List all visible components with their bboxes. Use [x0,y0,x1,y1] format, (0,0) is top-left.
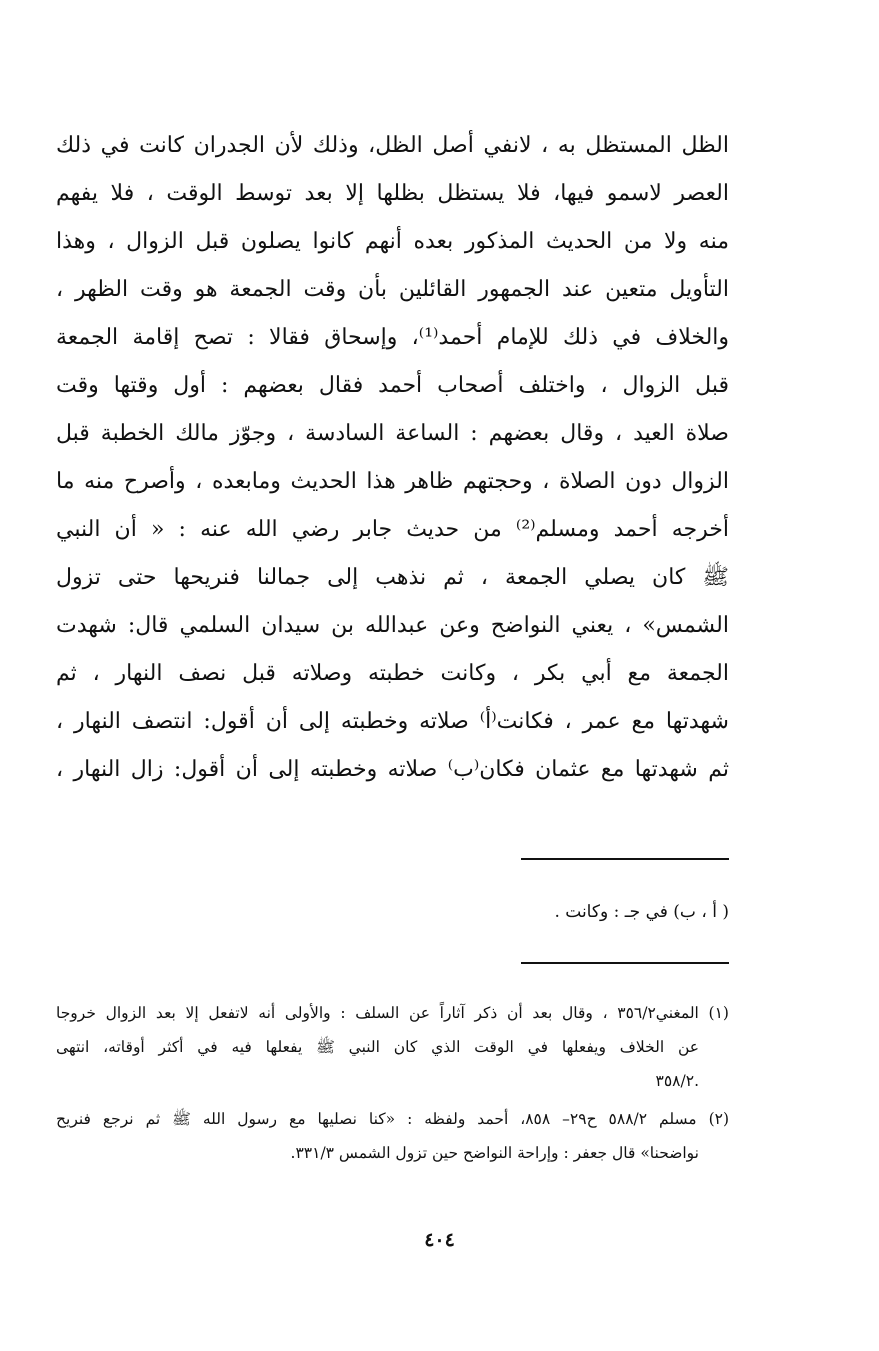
main-text-line: صلاة العيد ، وقال بعضهم : الساعة السادسة ، وجوّز مالك الخطبة قبل [56,421,729,446]
footnote-line: (١) المغني٣٥٦/٢ ، وقال بعد أن ذكر آثاراً عن السلف : والأولى أنه لاتفعل إلا بعد الزوال خروجا [56,1004,729,1022]
main-text-line: ﷺ كان يصلي الجمعة ، ثم نذهب إلى جمالنا فنريحها حتى تزول [56,565,729,590]
main-text-line: أخرجه أحمد ومسلم⁽²⁾ من حديث جابر رضي الله عنه : « أن النبي [56,517,729,542]
main-text-line: التأويل متعين عند الجمهور القائلين بأن وقت الجمعة هو وقت الظهر ، [56,277,729,302]
main-text-block [56,122,729,794]
main-text-line: العصر لاسمو فيها، فلا يستظل بظلها إلا بعد توسط الوقت ، فلا يفهم [56,181,729,206]
main-text-line: قبل الزوال ، واختلف أصحاب أحمد فقال بعضهم : أول وقتها وقت [56,373,729,398]
footnote-2 [56,1102,729,1170]
footnote-line: نواضحنا» قال جعفر : وإراحة النواضح حين تزول الشمس ٣٣١/٣. [290,1144,699,1162]
main-text-line: ثم شهدتها مع عثمان فكان⁽ب⁾ صلاته وخطبته إلى أن أقول: زال النهار ، [56,757,729,782]
main-text-line: الظل المستظل به ، لانفي أصل الظل، وذلك لأن الجدران كانت في ذلك [56,133,729,158]
page-number: ٤٠٤ [424,1229,455,1251]
variant-note: ( أ ، ب) في جـ : وكانت . [554,902,729,922]
main-text-line: الزوال دون الصلاة ، وحجتهم ظاهر هذا الحديث ومابعده ، وأصرح منه ما [56,469,729,494]
main-text-line: والخلاف في ذلك للإمام أحمد⁽¹⁾، وإسحاق فقالا : تصح إقامة الجمعة [56,325,729,350]
footnote-line: .٣٥٨/٢ [655,1072,699,1090]
footnote-1 [56,996,729,1098]
footnote-line: عن الخلاف ويفعلها في الوقت الذي كان النبي ﷺ يفعلها فيه في أكثر أوقاته، انتهى [56,1038,699,1056]
footnotes-block [56,996,729,1170]
footnote-divider-references [521,962,729,964]
main-text-line: الجمعة مع أبي بكر ، وكانت خطبته وصلاته قبل نصف النهار ، ثم [56,661,729,686]
footnote-divider-variants [521,858,729,860]
footnote-line: (٢) مسلم ٥٨٨/٢ ح٢٩– ٨٥٨، أحمد ولفظه : «كنا نصليها مع رسول الله ﷺ ثم نرجع فنريح [56,1110,729,1128]
main-text-line: شهدتها مع عمر ، فكانت⁽أ⁾ صلاته وخطبته إلى أن أقول: انتصف النهار ، [56,709,729,734]
main-text-line: منه ولا من الحديث المذكور بعده أنهم كانوا يصلون قبل الزوال ، وهذا [56,229,729,254]
main-text-line: الشمس» ، يعني النواضح وعن عبدالله بن سيدان السلمي قال: شهدت [56,613,729,638]
